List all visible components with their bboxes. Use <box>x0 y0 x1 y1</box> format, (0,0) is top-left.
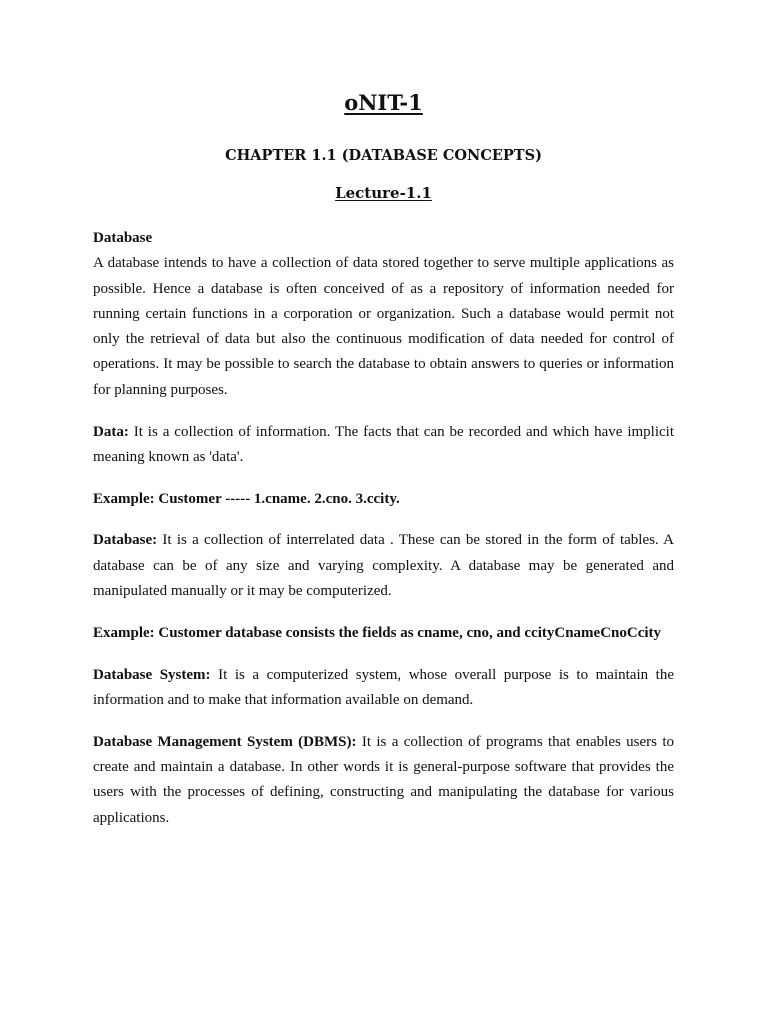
lecture-title: Lecture-1.1 <box>335 184 432 202</box>
database-definition-paragraph <box>93 528 674 604</box>
data-definition-paragraph <box>93 420 674 471</box>
dbms-definition: It is a collection of programs that enables users to create and maintain a database. In other words it is general-purpose software that provides the users with the processes of defining, constructing and manipulating the database for various applications. <box>93 733 674 826</box>
database-definition: It is a collection of interrelated data . These can be stored in the form of tables. A database can be of any size and varying complexity. A database may be generated and manipulated manually or it may be computerized. <box>93 532 674 600</box>
data-definition: It is a collection of information. The facts that can be recorded and which have implicit meaning known as 'data'. <box>93 423 674 465</box>
database-paragraph: A database intends to have a collection of data stored together to serve multiple applications as possible. Hence a database is often conceived of as a repository of information needed for running certain functions in a corporation or organization. Such a database would permit not only the retrieval of data but also the continuous modification of data needed for control of operations. It may be possible to search the database to obtain answers to queries or information for planning purposes. <box>93 255 674 398</box>
database-system-definition: It is a computerized system, whose overall purpose is to maintain the information and to make that information available on demand. <box>93 666 674 708</box>
example-customer-database: Example: Customer database consists the fields as cname, cno, and ccityCnameCnoCcity <box>93 624 662 641</box>
data-term: Data: <box>93 423 129 440</box>
database-system-paragraph <box>93 663 674 714</box>
unit-title: oNIT-1 <box>344 90 423 115</box>
dbms-paragraph <box>93 730 674 831</box>
database-term: Database: <box>93 532 158 549</box>
dbms-term: Database Management System (DBMS): <box>93 733 357 750</box>
document-page <box>93 88 674 831</box>
chapter-title: CHAPTER 1.1 (DATABASE CONCEPTS) <box>225 147 542 164</box>
database-heading: Database <box>93 230 153 246</box>
example-customer-fields: Example: Customer ----- 1.cname. 2.cno. 3.ccity. <box>93 490 400 507</box>
database-system-term: Database System: <box>93 666 211 683</box>
